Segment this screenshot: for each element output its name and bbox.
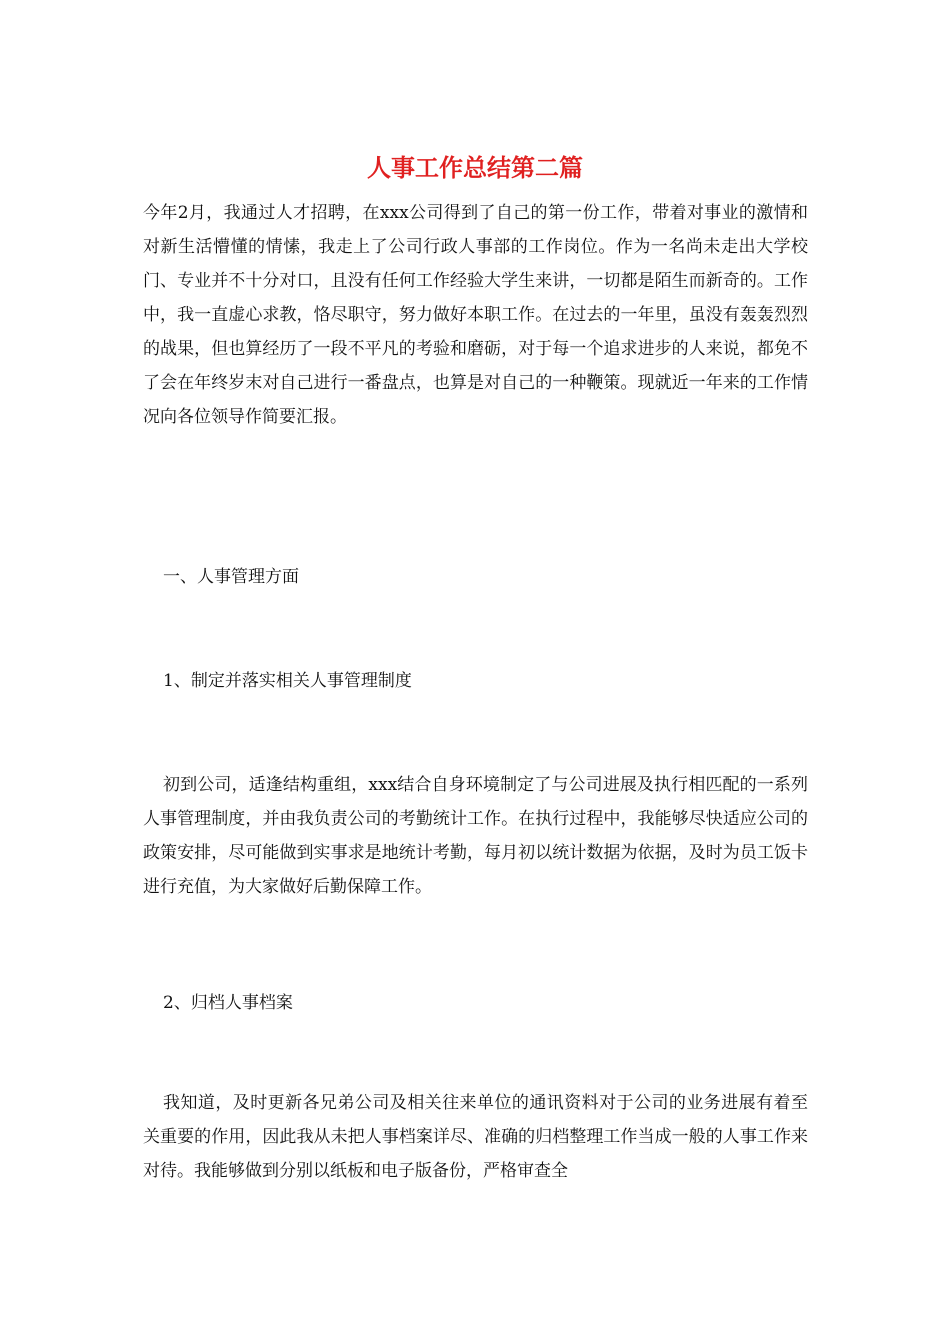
item-paragraph-rules: 初到公司，适逢结构重组，xxx结合自身环境制定了与公司进展及执行相匹配的一系列人事管理制度，并由我负责公司的考勤统计工作。在执行过程中，我能够尽快适应公司的政策安排，尽可能做到实事求是地统计考勤，每月初以统计数据为依据，及时为员工饭卡进行充值，为大家做好后勤保障工作。 (143, 775, 808, 897)
intro-paragraph: 今年2月，我通过人才招聘，在xxx公司得到了自己的第一份工作，带着对事业的激情和对新生活懵懂的情愫，我走上了公司行政人事部的工作岗位。作为一名尚未走出大学校门、专业并不十分对口，且没有任何工作经验大学生来讲，一切都是陌生而新奇的。工作中，我一直虚心求教，恪尽职守，努力做好本职工作。在过去的一年里，虽没有轰轰烈烈的战果，但也算经历了一段不平凡的考验和磨砺，对于每一个追求进步的人来说，都免不了会在年终岁末对自己进行一番盘点，也算是对自己的一种鞭策。现就近一年来的工作情况向各位领导作简要汇报。 (143, 203, 808, 427)
document-title: 人事工作总结第二篇 (367, 153, 583, 182)
section-heading-personnel-management: 一、人事管理方面 (163, 567, 299, 587)
item-heading-rules: 1、制定并落实相关人事管理制度 (163, 671, 412, 691)
item-heading-archives: 2、归档人事档案 (163, 993, 293, 1013)
item-paragraph-archives: 我知道，及时更新各兄弟公司及相关往来单位的通讯资料对于公司的业务进展有着至关重要的作用，因此我从未把人事档案详尽、准确的归档整理工作当成一般的人事工作来对待。我能够做到分别以纸板和电子版备份，严格审查全 (143, 1093, 808, 1181)
